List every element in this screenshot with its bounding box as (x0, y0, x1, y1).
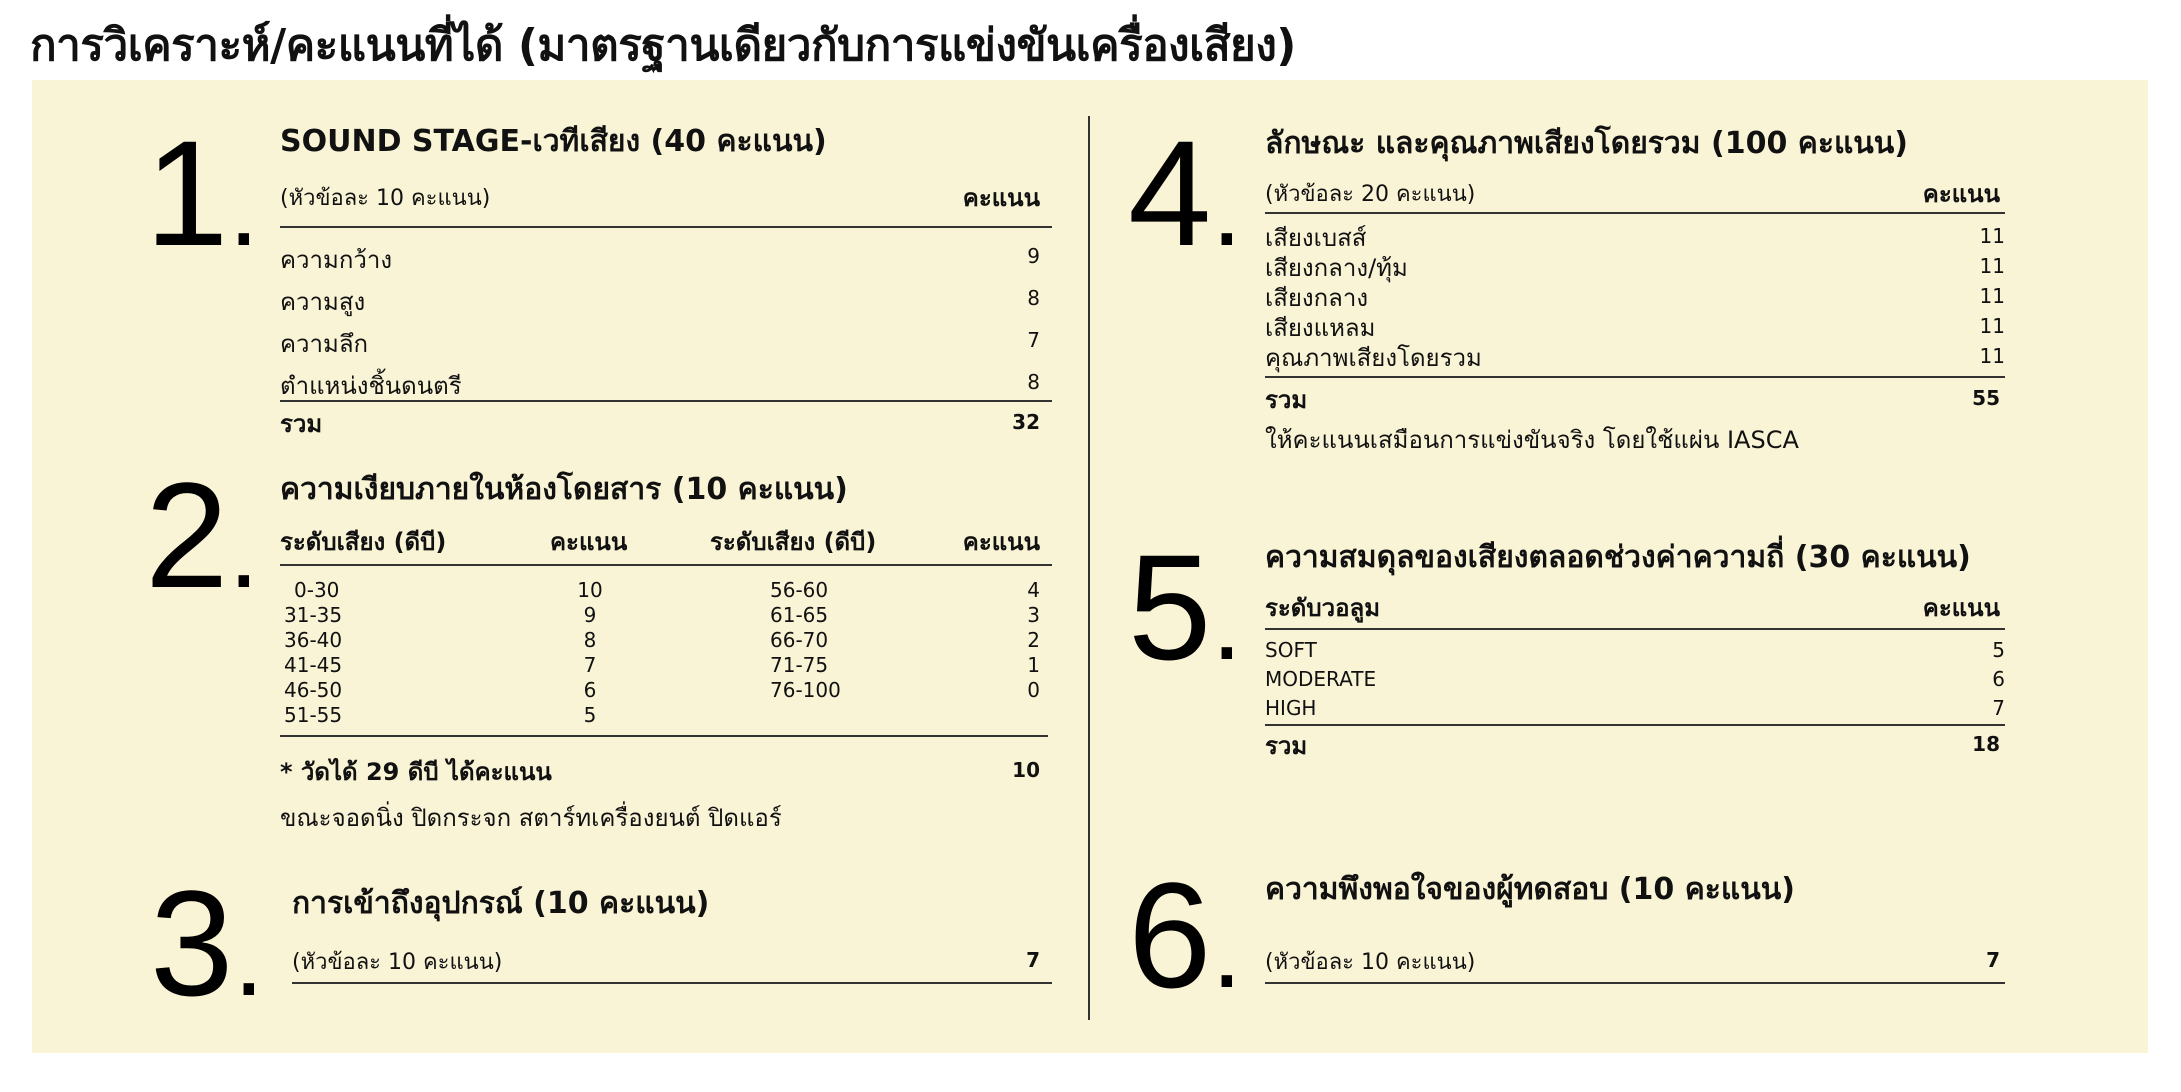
section-4-total-label: รวม (1265, 386, 1308, 414)
score-cell: 3 (1027, 603, 1040, 627)
table-row (280, 362, 1040, 404)
score-cell: 0 (1027, 678, 1040, 702)
section-2-col-score-2: คะแนน (962, 528, 1040, 556)
table-row (280, 703, 620, 728)
section-5-rows (1265, 636, 2005, 723)
section-4-note: (หัวข้อละ 20 คะแนน) (1265, 182, 1476, 207)
table-row (760, 603, 1040, 628)
row-label: MODERATE (1265, 667, 1377, 691)
table-row (1265, 338, 2005, 372)
range-cell: 56-60 (770, 578, 829, 602)
section-3-number: 3. (150, 859, 264, 1027)
range-cell: 76-100 (770, 678, 841, 702)
row-label: เสียงเบสส์ (1265, 224, 1367, 252)
row-value: 6 (1992, 667, 2005, 691)
section-5-number: 5. (1128, 523, 1242, 691)
section-6-note: (หัวข้อละ 10 คะแนน) (1265, 950, 1476, 975)
range-cell: 0-30 (294, 578, 340, 602)
section-2-title: ความเงียบภายในห้องโดยสาร (10 คะแนน) (280, 472, 848, 507)
row-label: ความกว้าง (280, 246, 393, 274)
section-4-total-rule (1265, 376, 2005, 378)
table-row (280, 320, 1040, 362)
section-1-rows (280, 236, 1040, 404)
row-value: 8 (1027, 370, 1040, 394)
range-cell: 71-75 (770, 653, 829, 677)
table-row (760, 578, 1040, 603)
section-4-score-header: คะแนน (1922, 180, 2000, 208)
table-row (280, 578, 620, 603)
range-cell: 61-65 (770, 603, 829, 627)
page-title: การวิเคราะห์/คะแนนที่ได้ (มาตรฐานเดียวกับการแข่งขันเครื่องเสียง) (30, 20, 1296, 71)
table-row (1265, 308, 2005, 342)
score-cell: 6 (583, 678, 597, 702)
range-cell: 36-40 (284, 628, 343, 652)
section-5-score-header: คะแนน (1922, 594, 2000, 622)
table-row (280, 653, 620, 678)
row-value: 8 (1027, 286, 1040, 310)
row-label: SOFT (1265, 638, 1317, 662)
table-row (1265, 218, 2005, 252)
section-3-note: (หัวข้อละ 10 คะแนน) (292, 950, 503, 975)
score-cell: 5 (583, 703, 597, 727)
section-6-rule (1265, 982, 2005, 984)
section-2-result-label: * วัดได้ 29 ดีบี ได้คะแนน (280, 758, 552, 786)
score-cell: 7 (583, 653, 597, 677)
row-label: คุณภาพเสียงโดยรวม (1265, 344, 1482, 372)
row-value: 9 (1027, 244, 1040, 268)
row-label: เสียงกลาง (1265, 284, 1369, 312)
score-cell: 4 (1027, 578, 1040, 602)
section-4-footnote: ให้คะแนนเสมือนการแข่งขันจริง โดยใช้แผ่น IASCA (1265, 426, 1799, 454)
section-6-title: ความพึงพอใจของผู้ทดสอบ (10 คะแนน) (1265, 872, 1795, 907)
section-2-col-range-1: ระดับเสียง (ดีบี) (280, 528, 447, 556)
section-2-condition: ขณะจอดนิ่ง ปิดกระจก สตาร์ทเครื่องยนต์ ปิดแอร์ (280, 804, 782, 832)
section-2-bottom-rule (280, 735, 1048, 737)
section-1-header-rule (280, 226, 1052, 228)
row-value: 11 (1979, 344, 2005, 368)
range-cell: 66-70 (770, 628, 829, 652)
row-value: 11 (1979, 284, 2005, 308)
section-1-title: SOUND STAGE-เวทีเสียง (40 คะแนน) (280, 124, 827, 159)
section-2-right-table (760, 578, 1040, 703)
section-5-header-rule (1265, 628, 2005, 630)
table-row (280, 236, 1040, 278)
range-cell: 46-50 (284, 678, 343, 702)
table-row (1265, 665, 2005, 694)
table-row (280, 603, 620, 628)
section-4-header-rule (1265, 212, 2005, 214)
table-row (280, 278, 1040, 320)
table-row (760, 678, 1040, 703)
section-1-note: (หัวข้อละ 10 คะแนน) (280, 186, 491, 211)
table-row (280, 628, 620, 653)
section-2-col-score-1: คะแนน (550, 528, 628, 556)
section-5-total-value: 18 (1972, 732, 2000, 756)
table-row (1265, 694, 2005, 723)
section-1-number: 1. (145, 109, 259, 277)
section-5-col-label: ระดับวอลูม (1265, 594, 1381, 622)
range-cell: 41-45 (284, 653, 343, 677)
row-value: 11 (1979, 224, 2005, 248)
section-2-left-table (280, 578, 620, 728)
section-5-total-rule (1265, 724, 2005, 726)
section-2-number: 2. (145, 451, 259, 619)
section-1-score-header: คะแนน (962, 184, 1040, 212)
section-5-total-label: รวม (1265, 732, 1308, 760)
score-cell: 10 (577, 578, 603, 602)
section-4-rows (1265, 218, 2005, 372)
row-label: ความลึก (280, 330, 369, 358)
range-cell: 31-35 (284, 603, 343, 627)
column-divider (1088, 116, 1090, 1020)
table-row (1265, 248, 2005, 282)
row-label: ตำแหน่งชิ้นดนตรี (280, 372, 462, 400)
section-4-total-value: 55 (1972, 386, 2000, 410)
section-4-title: ลักษณะ และคุณภาพเสียงโดยรวม (100 คะแนน) (1265, 126, 1909, 161)
score-cell: 1 (1027, 653, 1040, 677)
row-value: 7 (1027, 328, 1040, 352)
row-value: 5 (1992, 638, 2005, 662)
table-row (1265, 636, 2005, 665)
section-1-total-rule (280, 400, 1052, 402)
row-value: 11 (1979, 254, 2005, 278)
section-1-total-value: 32 (1012, 410, 1040, 434)
row-label: ความสูง (280, 288, 366, 316)
section-2-col-range-2: ระดับเสียง (ดีบี) (710, 528, 877, 556)
table-row (1265, 278, 2005, 312)
row-label: เสียงกลาง/ทุ้ม (1265, 254, 1408, 282)
section-3-rule (292, 982, 1052, 984)
score-cell: 8 (583, 628, 597, 652)
table-row (760, 628, 1040, 653)
section-6-number: 6. (1128, 851, 1242, 1019)
section-2-header-rule (280, 564, 1052, 566)
row-label: HIGH (1265, 696, 1317, 720)
score-cell: 2 (1027, 628, 1040, 652)
section-1-total-label: รวม (280, 410, 323, 438)
table-row (280, 678, 620, 703)
row-value: 11 (1979, 314, 2005, 338)
range-cell: 51-55 (284, 703, 343, 727)
section-3-title: การเข้าถึงอุปกรณ์ (10 คะแนน) (292, 886, 710, 921)
section-4-number: 4. (1128, 109, 1242, 277)
section-6-value: 7 (1986, 948, 2000, 972)
row-value: 7 (1992, 696, 2005, 720)
score-cell: 9 (583, 603, 597, 627)
table-row (760, 653, 1040, 678)
section-2-result-value: 10 (1012, 758, 1040, 782)
row-label: เสียงแหลม (1265, 314, 1376, 342)
section-3-value: 7 (1026, 948, 1040, 972)
section-5-title: ความสมดุลของเสียงตลอดช่วงค่าความถี่ (30 คะแนน) (1265, 540, 1971, 575)
